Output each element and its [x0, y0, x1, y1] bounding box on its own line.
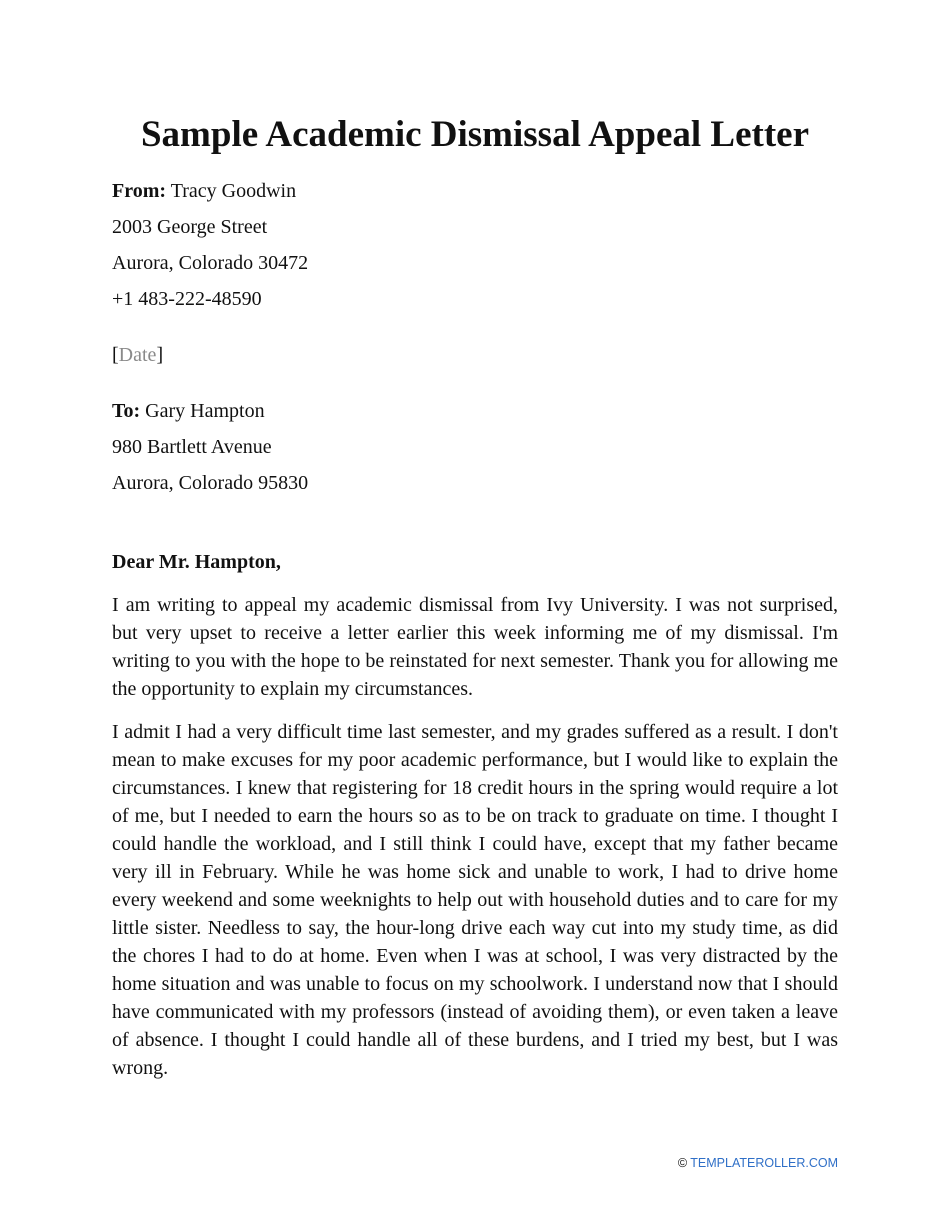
copyright-symbol: ©: [677, 1156, 688, 1170]
date-placeholder: Date: [118, 344, 157, 366]
templateroller-link[interactable]: TEMPLATEROLLER.COM: [690, 1156, 838, 1170]
salutation: Dear Mr. Hampton,: [112, 551, 281, 573]
sender-street: 2003 George Street: [112, 216, 268, 238]
page-title: Sample Academic Dismissal Appeal Letter: [140, 114, 809, 155]
sender-phone: +1 483-222-48590: [112, 288, 262, 310]
recipient-name-line: [112, 399, 265, 423]
body-paragraph-1: I am writing to appeal my academic dismissal from Ivy University. I was not surprised, but very upset to receive a letter earlier this week informing me of my dismissal. I'm writing to you with the hope to be reinstated for next semester. Thank you for allowing me the opportunity to explain my circumstances.: [112, 594, 838, 700]
sender-city: Aurora, Colorado 30472: [112, 252, 309, 274]
to-label: To:: [112, 400, 141, 422]
footer-copyright: [678, 1155, 838, 1171]
body-paragraph-2: I admit I had a very difficult time last semester, and my grades suffered as a result. I don't mean to make excuses for my poor academic performance, but I would like to explain the circumstances. I knew that registering for 18 credit hours in the spring would require a lot of me, but I needed to earn the hours so as to be on track to graduate on time. I thought I could handle the workload, and I still think I could have, except that my father became very ill in February. While he was home sick and unable to work, I had to drive home every weekend and some weeknights to help out with household duties and to care for my little sister. Needless to say, the hour-long drive each way cut into my study time, as did the chores I had to do at home. Even when I was at school, I was very distracted by the home situation and was unable to focus on my schoolwork. I understand now that I should have communicated with my professors (instead of avoiding them), or even taken a leave of absence. I thought I could handle all of these burdens, and I tried my best, but I was wrong.: [112, 721, 838, 1079]
recipient-street: 980 Bartlett Avenue: [112, 436, 272, 458]
recipient-city: Aurora, Colorado 95830: [112, 472, 309, 494]
sender-name-line: [112, 179, 296, 203]
date-open-bracket: [: [112, 344, 119, 366]
recipient-name: Gary Hampton: [145, 400, 265, 422]
sender-name: Tracy Goodwin: [170, 180, 297, 202]
date-field: [112, 343, 163, 367]
from-label: From:: [112, 180, 167, 202]
date-close-bracket: ]: [156, 344, 164, 366]
